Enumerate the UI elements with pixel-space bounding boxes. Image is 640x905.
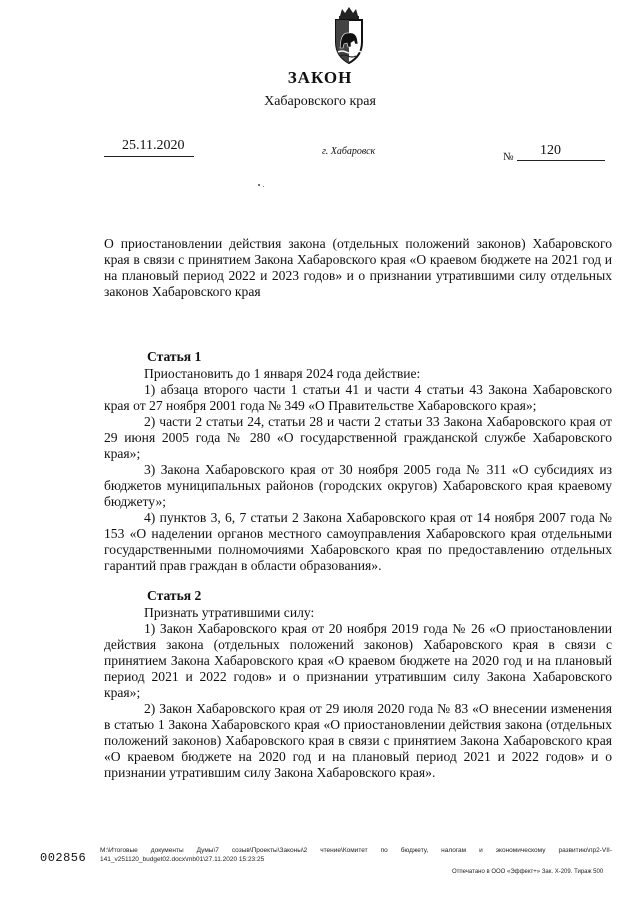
law-subject: О приостановлении действия закона (отдельных положений законов) Хабаровского края в связи с принятием Закона Хабаровского края «О краевом бюджете на 2021 год и на плановый период 2022 и 2023 годов» и о признании утратившими силу отдельных законов Хабаровского края (104, 236, 612, 299)
coat-of-arms-icon (328, 6, 370, 68)
number-underline (517, 160, 605, 161)
print-note: Отпечатано в ООО «Эффект+» Зак. Х-209. Тираж 500 (452, 869, 604, 875)
scan-speck (258, 184, 260, 186)
article-1-heading: Статья 1 (147, 349, 202, 364)
law-number: 120 (540, 143, 561, 158)
article-2-paragraph: 1) Закон Хабаровского края от 20 ноября 2019 года № 26 «О приостановлении действия закона (отдельных положений законов) Хабаровского края в связи с принятием Закона Хабаровского края «О краевом бюджете на 2020 год и на плановый период 2021 и 2022 годов» и о признании утратившим силу Закона Хабаровского края»; (104, 621, 612, 700)
file-path: M:\Итоговые документы Думы\7 созыв\Проекты\Законы\2 чтение\Комитет по бюджету, налогам и экономическому развитию\пр2-VII-141_v251120_budget02.docx\mb01\27.11.2020 15:23:25 (100, 847, 612, 863)
law-title: ЗАКОН (287, 68, 353, 87)
article-2-paragraph: Признать утратившими силу: (144, 605, 315, 620)
article-2-paragraph: 2) Закон Хабаровского края от 29 июля 2020 года № 83 «О внесении изменения в статью 1 Закона Хабаровского края «О приостановлении действия закона (отдельных положений законов) Хабаровского края в связи с принятием Закона Хабаровского края «О краевом бюджете на 2020 год и на плановый период 2021 и 2022 годов» и о признании утратившим силу Закона Хабаровского края». (104, 701, 612, 780)
date-underline (104, 156, 194, 157)
law-city: г. Хабаровск (322, 146, 376, 157)
law-date: 25.11.2020 (122, 138, 185, 153)
document-code: 002856 (40, 851, 87, 865)
article-1-paragraph: 4) пунктов 3, 6, 7 статьи 2 Закона Хабаровского края от 14 ноября 2007 года № 153 «О наделении органов местного самоуправления Хабаровского края отдельными государственными полномочиями Хабаровского края по предоставлению отдельных гарантий прав граждан в области образования». (104, 510, 612, 573)
article-1-paragraph: 3) Закона Хабаровского края от 30 ноября 2005 года № 311 «О субсидиях из бюджетов муниципальных районов (городских округов) Хабаровского края краевому бюджету»; (104, 462, 612, 509)
article-2-heading: Статья 2 (147, 588, 202, 603)
article-1-paragraph: 1) абзаца второго части 1 статьи 41 и части 4 статьи 43 Закона Хабаровского края от 27 ноября 2001 года № 349 «О Правительстве Хабаровского края»; (104, 382, 612, 413)
article-1-paragraph: 2) части 2 статьи 24, статьи 28 и части 2 статьи 33 Закона Хабаровского края от 29 июня 2005 года № 280 «О государственной гражданской службе Хабаровского края»; (104, 414, 612, 461)
article-1-paragraph: Приостановить до 1 января 2024 года действие: (144, 366, 421, 381)
scan-speck (263, 186, 264, 187)
number-sign: № (503, 151, 514, 163)
region-name: Хабаровского края (264, 94, 376, 109)
